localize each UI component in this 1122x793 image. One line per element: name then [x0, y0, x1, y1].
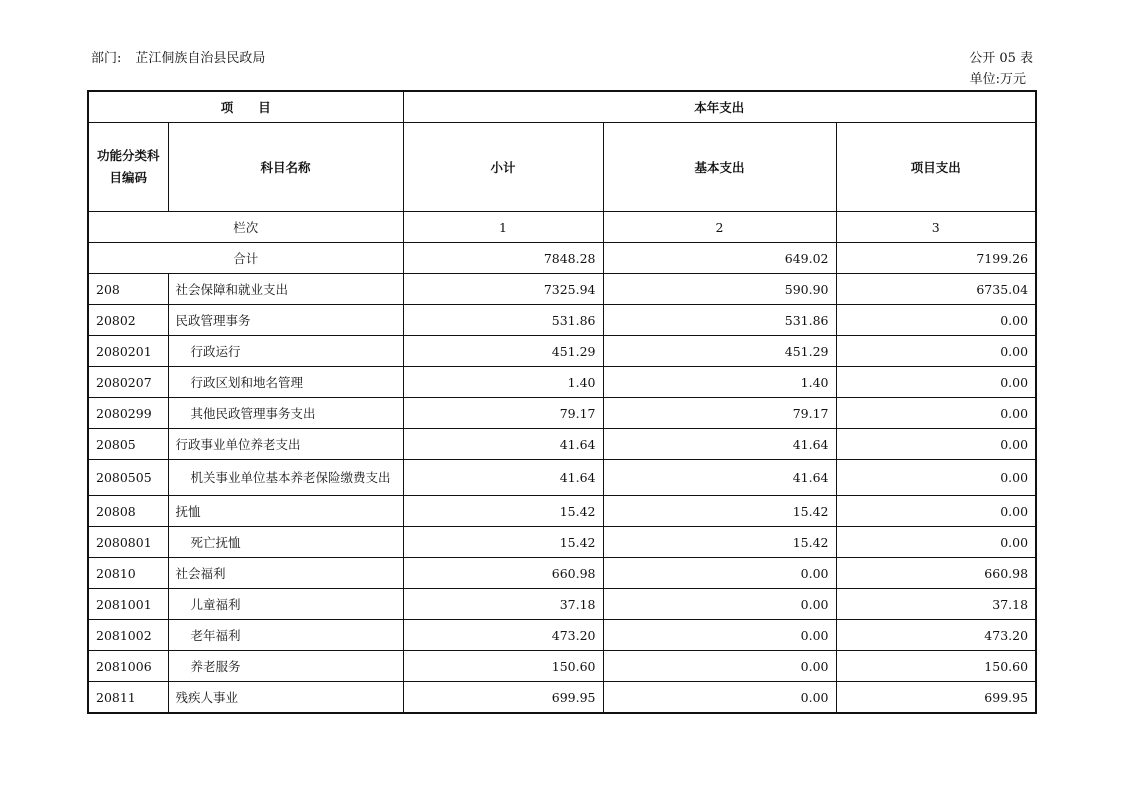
- row-name: 民政管理事务: [168, 305, 403, 336]
- table-row: [88, 589, 1036, 620]
- row-project: 473.20: [836, 620, 1036, 651]
- row-name: 死亡抚恤: [168, 527, 403, 558]
- row-code: 2081006: [88, 651, 168, 682]
- table-row: [88, 429, 1036, 460]
- row-code: 20802: [88, 305, 168, 336]
- row-subtotal: 473.20: [403, 620, 603, 651]
- row-basic: 79.17: [603, 398, 836, 429]
- code-column-header: 功能分类科目编码: [88, 123, 168, 212]
- row-basic: 531.86: [603, 305, 836, 336]
- form-number: 公开 05 表: [969, 51, 1033, 66]
- row-project: 0.00: [836, 429, 1036, 460]
- department-line: [91, 51, 265, 67]
- row-basic: 15.42: [603, 496, 836, 527]
- row-name: 行政区划和地名管理: [168, 367, 403, 398]
- row-subtotal: 41.64: [403, 460, 603, 496]
- total-label: 合计: [88, 243, 403, 274]
- table-row: [88, 496, 1036, 527]
- row-subtotal: 79.17: [403, 398, 603, 429]
- row-name: 其他民政管理事务支出: [168, 398, 403, 429]
- row-code: 2080801: [88, 527, 168, 558]
- row-code: 2081002: [88, 620, 168, 651]
- name-column-header: 科目名称: [168, 123, 403, 212]
- table-row: [88, 274, 1036, 305]
- row-basic: 0.00: [603, 589, 836, 620]
- row-name: 行政事业单位养老支出: [168, 429, 403, 460]
- row-subtotal: 1.40: [403, 367, 603, 398]
- row-project: 660.98: [836, 558, 1036, 589]
- current-year-group-header: 本年支出: [403, 91, 1036, 123]
- row-basic: 0.00: [603, 682, 836, 714]
- table-row: [88, 651, 1036, 682]
- row-subtotal: 531.86: [403, 305, 603, 336]
- row-subtotal: 699.95: [403, 682, 603, 714]
- column-index-row: [88, 212, 1036, 243]
- row-basic: 0.00: [603, 558, 836, 589]
- expenditure-table: [87, 90, 1037, 714]
- table-row: [88, 558, 1036, 589]
- row-basic: 41.64: [603, 429, 836, 460]
- total-row: [88, 243, 1036, 274]
- row-name: 老年福利: [168, 620, 403, 651]
- row-name: 社会保障和就业支出: [168, 274, 403, 305]
- row-code: 2080201: [88, 336, 168, 367]
- row-project: 699.95: [836, 682, 1036, 714]
- table-row: [88, 527, 1036, 558]
- row-project: 0.00: [836, 305, 1036, 336]
- row-name: 行政运行: [168, 336, 403, 367]
- row-project: 0.00: [836, 398, 1036, 429]
- total-subtotal: 7848.28: [403, 243, 603, 274]
- row-project: 0.00: [836, 367, 1036, 398]
- row-subtotal: 7325.94: [403, 274, 603, 305]
- row-subtotal: 41.64: [403, 429, 603, 460]
- basic-column-header: 基本支出: [603, 123, 836, 212]
- row-name: 社会福利: [168, 558, 403, 589]
- row-subtotal: 37.18: [403, 589, 603, 620]
- row-project: 0.00: [836, 496, 1036, 527]
- row-project: 0.00: [836, 336, 1036, 367]
- row-subtotal: 660.98: [403, 558, 603, 589]
- row-name: 机关事业单位基本养老保险缴费支出: [168, 460, 403, 496]
- row-code: 20810: [88, 558, 168, 589]
- row-name: 抚恤: [168, 496, 403, 527]
- row-code: 20805: [88, 429, 168, 460]
- department-name: 芷江侗族自治县民政局: [135, 51, 266, 66]
- row-basic: 590.90: [603, 274, 836, 305]
- row-name: 残疾人事业: [168, 682, 403, 714]
- row-subtotal: 451.29: [403, 336, 603, 367]
- unit-label: 单位:万元: [969, 72, 1026, 87]
- table-row: [88, 460, 1036, 496]
- row-basic: 15.42: [603, 527, 836, 558]
- row-project: 150.60: [836, 651, 1036, 682]
- column-index-basic: 2: [603, 212, 836, 243]
- column-header-row: [88, 123, 1036, 212]
- total-basic: 649.02: [603, 243, 836, 274]
- table-row: [88, 398, 1036, 429]
- row-project: 37.18: [836, 589, 1036, 620]
- table-row: [88, 367, 1036, 398]
- column-index-project: 3: [836, 212, 1036, 243]
- table-row: [88, 305, 1036, 336]
- row-name: 养老服务: [168, 651, 403, 682]
- row-basic: 451.29: [603, 336, 836, 367]
- table-row: [88, 336, 1036, 367]
- row-basic: 0.00: [603, 620, 836, 651]
- row-code: 2081001: [88, 589, 168, 620]
- column-index-label: 栏次: [88, 212, 403, 243]
- row-code: 20811: [88, 682, 168, 714]
- table-row: [88, 620, 1036, 651]
- group-header-row: [88, 91, 1036, 123]
- row-code: 2080299: [88, 398, 168, 429]
- row-code: 2080505: [88, 460, 168, 496]
- row-project: 0.00: [836, 527, 1036, 558]
- row-basic: 1.40: [603, 367, 836, 398]
- row-code: 208: [88, 274, 168, 305]
- row-basic: 0.00: [603, 651, 836, 682]
- table-row: [88, 682, 1036, 714]
- department-label: 部门:: [91, 51, 122, 66]
- total-project: 7199.26: [836, 243, 1036, 274]
- row-subtotal: 150.60: [403, 651, 603, 682]
- row-code: 20808: [88, 496, 168, 527]
- subtotal-column-header: 小计: [403, 123, 603, 212]
- row-subtotal: 15.42: [403, 496, 603, 527]
- row-name: 儿童福利: [168, 589, 403, 620]
- row-project: 6735.04: [836, 274, 1036, 305]
- row-project: 0.00: [836, 460, 1036, 496]
- column-index-subtotal: 1: [403, 212, 603, 243]
- row-code: 2080207: [88, 367, 168, 398]
- row-subtotal: 15.42: [403, 527, 603, 558]
- row-basic: 41.64: [603, 460, 836, 496]
- item-group-header: 项 目: [88, 91, 403, 123]
- project-column-header: 项目支出: [836, 123, 1036, 212]
